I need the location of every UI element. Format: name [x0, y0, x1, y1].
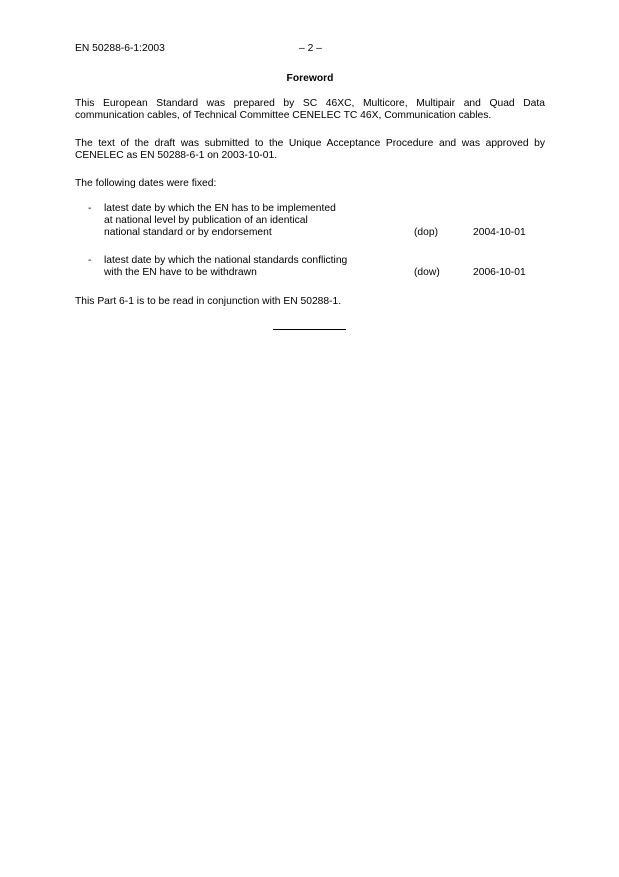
paragraph-approval: The text of the draft was submitted to the Unique Acceptance Procedure and was approved by CENELEC as EN 50288-6-1 on 2003-10-01.	[75, 138, 545, 161]
paragraph-prepared-by: This European Standard was prepared by SC 46XC, Multicore, Multipair and Quad Data communication cables, of Technical Committee CENELEC TC 46X, Communication cables.	[75, 98, 545, 121]
date-value: 2006-10-01	[473, 267, 526, 278]
date-description-line: with the EN have to be withdrawn	[104, 267, 257, 278]
end-rule	[273, 329, 346, 330]
paragraph-dates-intro: The following dates were fixed:	[75, 178, 217, 189]
date-description-line: latest date by which the national standards conflicting	[104, 255, 348, 266]
list-bullet: -	[88, 255, 92, 266]
date-value: 2004-10-01	[473, 227, 526, 238]
date-abbreviation: (dop)	[414, 227, 439, 238]
date-description	[104, 203, 404, 239]
date-description-line: latest date by which the EN has to be implemented	[104, 203, 336, 214]
page-header	[75, 43, 545, 55]
date-abbreviation: (dow)	[414, 267, 440, 278]
document-id: EN 50288-6-1:2003	[75, 43, 165, 54]
date-item-dow	[75, 255, 545, 279]
date-description	[104, 255, 404, 279]
date-description-line: at national level by publication of an identical	[104, 215, 308, 226]
page-number: – 2 –	[299, 43, 322, 54]
date-item-dop	[75, 203, 545, 239]
paragraph-conjunction: This Part 6-1 is to be read in conjunction with EN 50288-1.	[75, 296, 342, 307]
section-title: Foreword	[286, 73, 334, 84]
list-bullet: -	[88, 203, 92, 214]
date-description-line: national standard or by endorsement	[104, 227, 272, 238]
